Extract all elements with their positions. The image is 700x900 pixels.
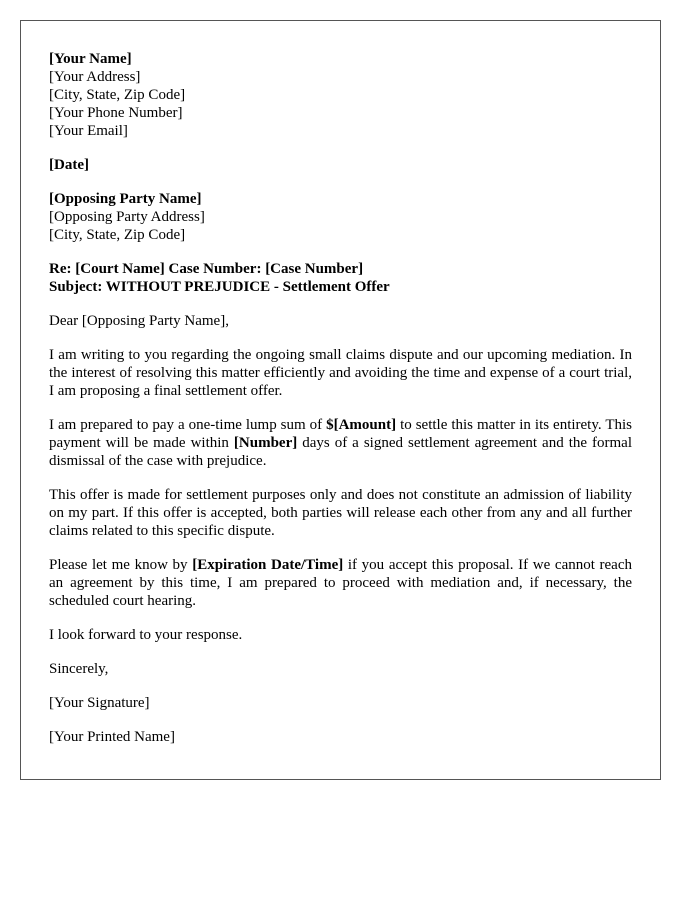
sender-phone: [Your Phone Number] bbox=[49, 105, 183, 121]
deadline-text-1: Please let me know by bbox=[49, 557, 193, 573]
sender-address: [Your Address] bbox=[49, 69, 141, 85]
closing: Sincerely, bbox=[49, 661, 109, 677]
recipient-name: [Opposing Party Name] bbox=[49, 191, 202, 207]
offer-text-3: days of a signed settlement agreement and the formal dismissal of the case with prejudice. bbox=[49, 435, 632, 469]
sender-city: [City, State, Zip Code] bbox=[49, 87, 186, 103]
letter-page bbox=[20, 20, 661, 780]
offer-days: [Number] bbox=[233, 435, 298, 451]
signature: [Your Signature] bbox=[49, 695, 150, 711]
reference-block bbox=[49, 260, 632, 296]
paragraph-offer bbox=[49, 416, 632, 470]
paragraph-deadline bbox=[49, 556, 632, 610]
deadline-text-2: if you accept this proposal. If we cannot reach an agreement by this time, I am prepared to proceed with mediation and, if necessary, the scheduled court hearing. bbox=[49, 557, 633, 609]
sender-name: [Your Name] bbox=[49, 51, 132, 67]
sender-email: [Your Email] bbox=[49, 123, 128, 139]
letter-date: [Date] bbox=[49, 157, 89, 173]
offer-text-2: to settle this matter in its entirety. This payment will be made within bbox=[49, 417, 632, 451]
subject-line: Subject: WITHOUT PREJUDICE - Settlement Offer bbox=[49, 279, 390, 295]
date-block bbox=[49, 156, 632, 174]
recipient-block bbox=[49, 190, 632, 244]
recipient-city: [City, State, Zip Code] bbox=[49, 227, 186, 243]
printed-name: [Your Printed Name] bbox=[49, 729, 175, 745]
paragraph-closing-remark: I look forward to your response. bbox=[49, 627, 243, 643]
paragraph-disclaimer: This offer is made for settlement purposes only and does not constitute an admission of liability on my part. If this offer is accepted, both parties will release each other from any and all further claims related to this specific dispute. bbox=[49, 487, 632, 539]
paragraph-intro: I am writing to you regarding the ongoing small claims dispute and our upcoming mediation. In the interest of resolving this matter efficiently and avoiding the time and expense of a court trial, I am proposing a final settlement offer. bbox=[49, 347, 632, 399]
offer-amount: $[Amount] bbox=[326, 417, 397, 433]
offer-text-1: I am prepared to pay a one-time lump sum of bbox=[49, 417, 327, 433]
case-reference: Re: [Court Name] Case Number: [Case Number] bbox=[49, 261, 364, 277]
deadline-value: [Expiration Date/Time] bbox=[192, 557, 344, 573]
salutation: Dear [Opposing Party Name], bbox=[49, 313, 229, 329]
recipient-address: [Opposing Party Address] bbox=[49, 209, 205, 225]
sender-block bbox=[49, 50, 632, 140]
